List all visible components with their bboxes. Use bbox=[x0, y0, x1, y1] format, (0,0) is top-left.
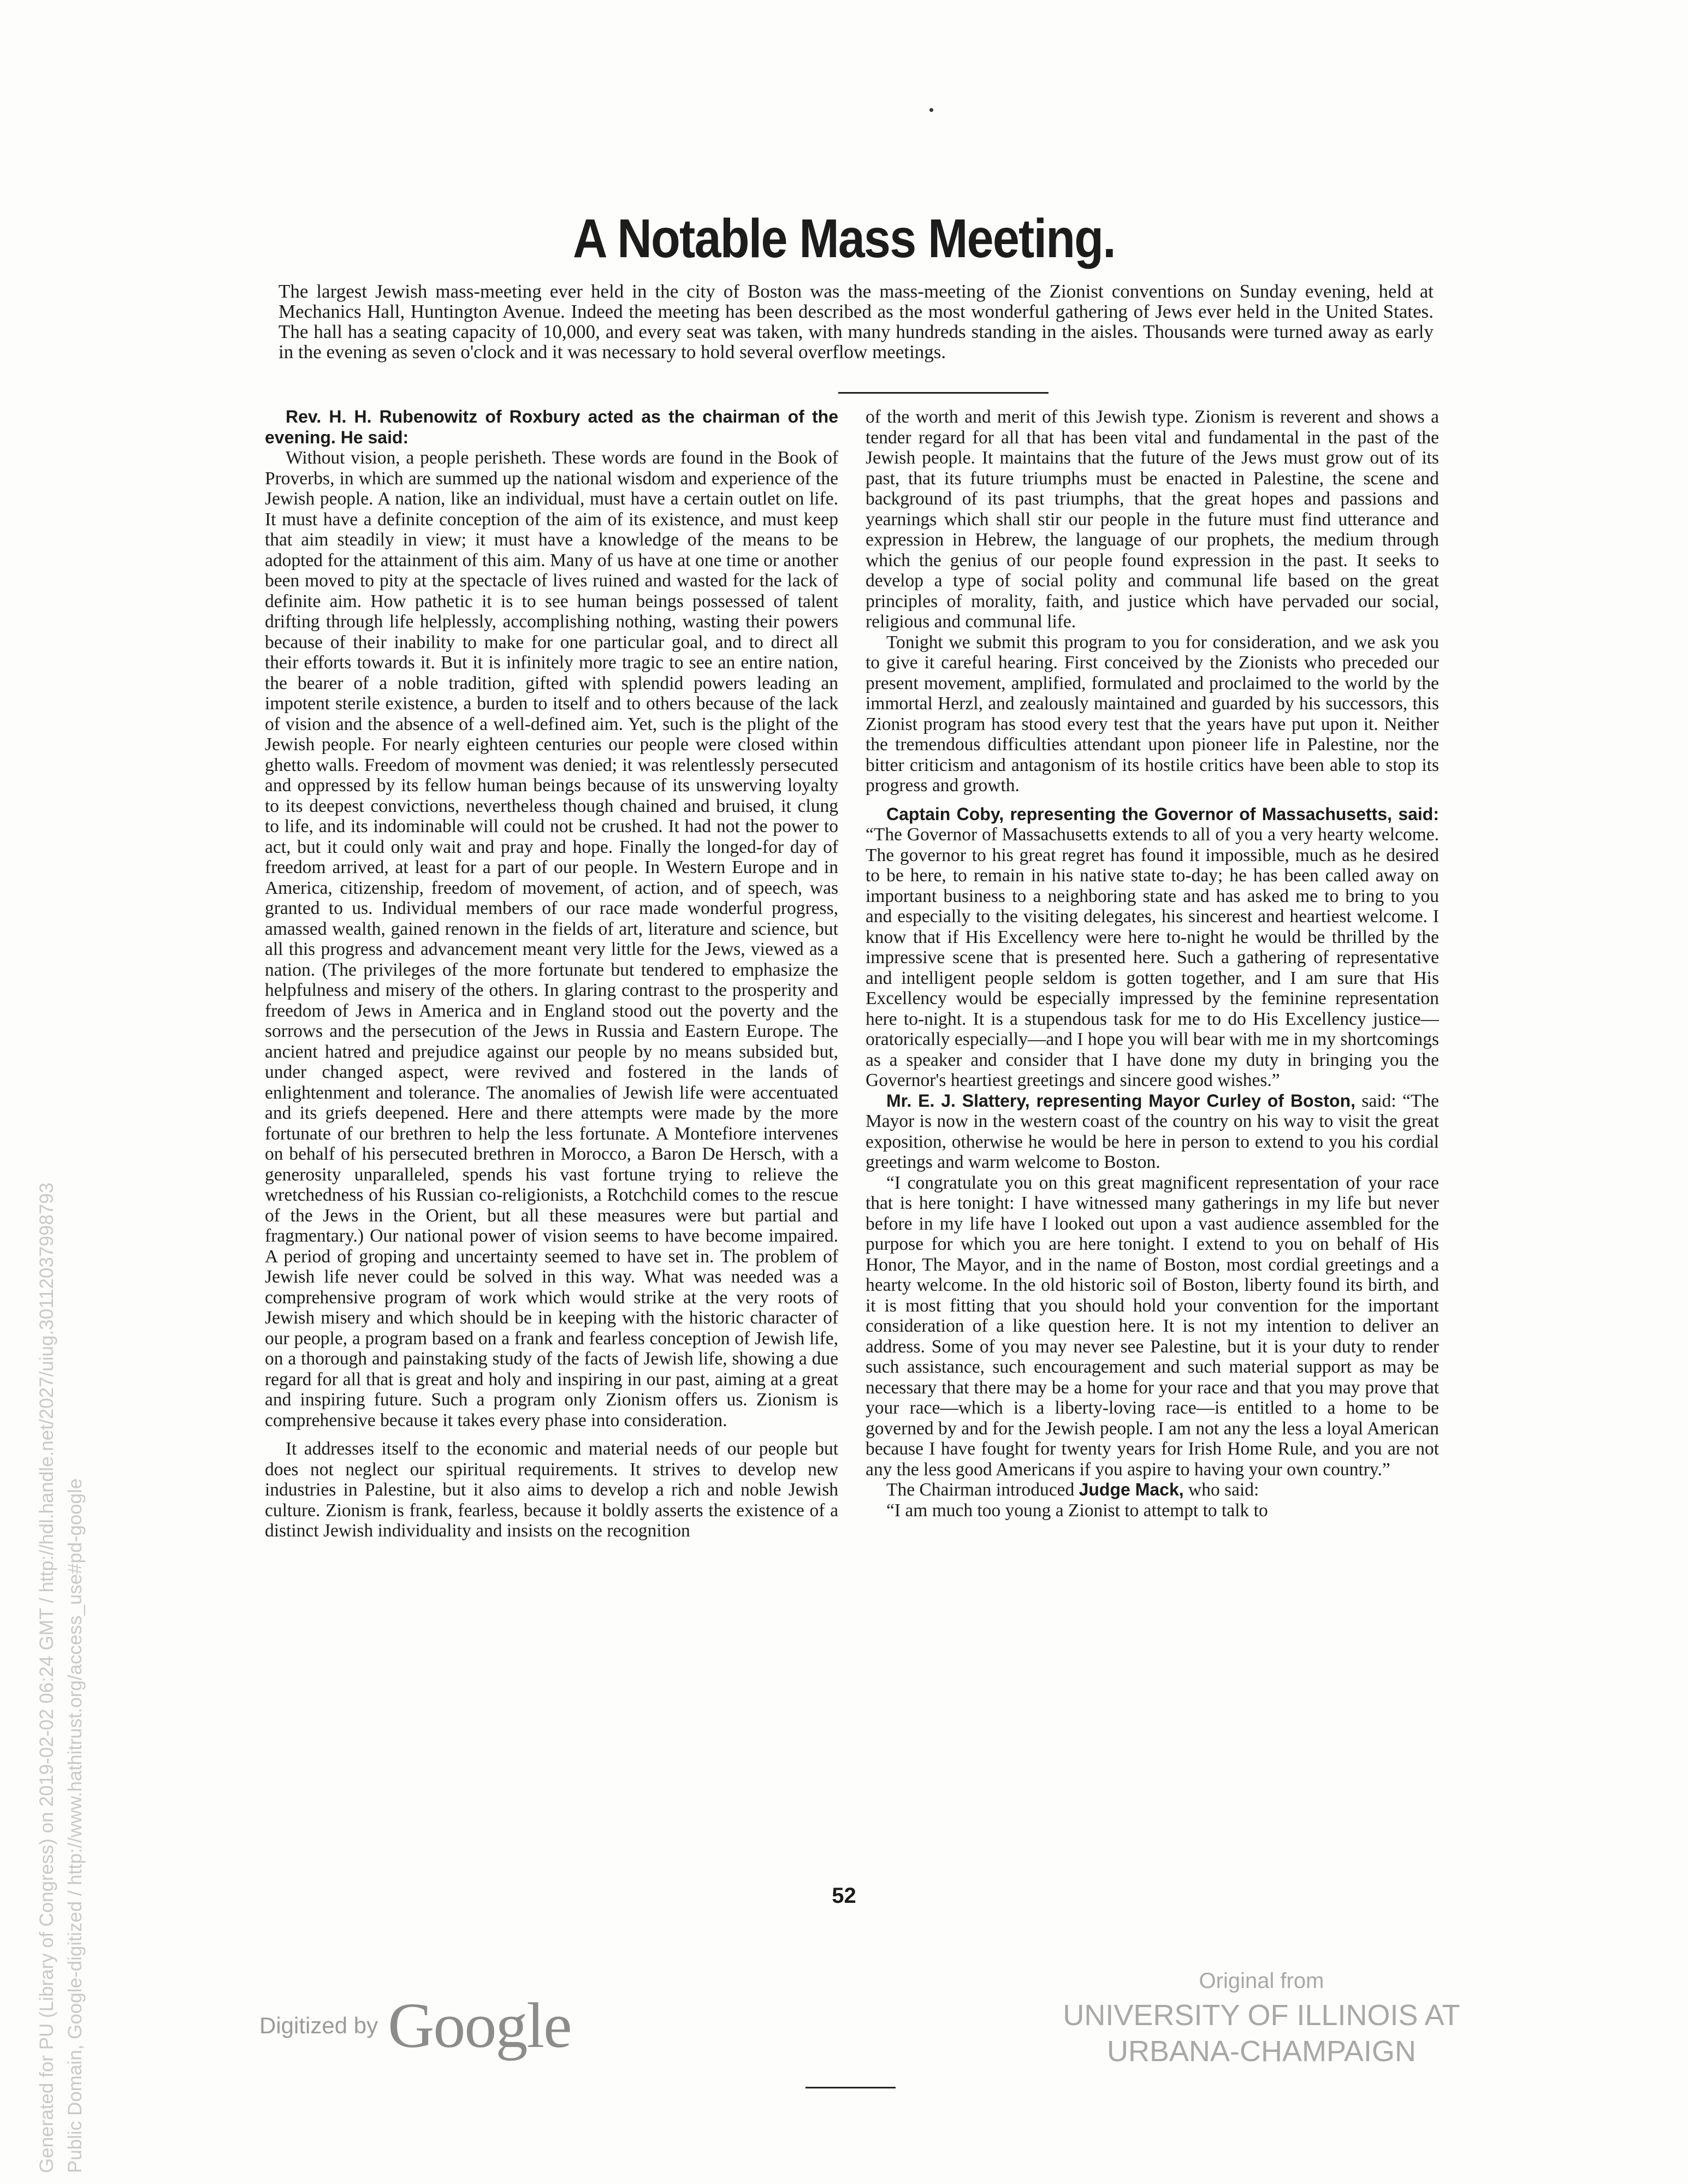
chairman-speech-paragraph-3: of the worth and merit of this Jewish type. Zionism is reverent and shows a tender regard for all that has been vital and fundamental in the past of the Jewish people. It maintains that the future of the Jews must grow out of its past, that its future triumphs must be enacted in Palestine, the scene and background of its past triumphs, that the great hopes and passions and yearnings which shall stir our people in the future must find utterance and expression in Hebrew, the language of our prophets, the medium through which the genius of our people found expression in the past. It seeks to develop a type of social polity and communal life based on the great principles of morality, faith, and justice which have pervaded our social, religious and communal life. bbox=[866, 407, 1439, 632]
slattery-paragraph bbox=[866, 1091, 1439, 1173]
slattery-speech-paragraph-2: “I congratulate you on this great magnificent representation of your race that is here tonight: I have witnessed many gatherings in my life but never before in my life have I looked out upon a vast audience assembled for the purpose for which you are here tonight. I extend to you on behalf of His Honor, The Mayor, and in the name of Boston, most cordial greetings and a hearty welcome. In the old historic soil of Boston, liberty found its birth, and it is most fitting that you should hold your convention for the important consideration of a like question here. It is not my intention to deliver an address. Some of you may never see Palestine, but it is your duty to render such assistance, such encouragement and such material support as may be necessary that there may be a home for your race and that you may prove that your race—which is a liberty-loving race—is entitled to a home to be governed by and for the Jewish people. I am not any the less a loyal American because I have fought for twenty years for Irish Home Rule, and you are not any the less good Americans if you aspire to having your own country.” bbox=[866, 1172, 1439, 1480]
university-line-1: UNIVERSITY OF ILLINOIS AT bbox=[1063, 1999, 1460, 2032]
chairman-speech-paragraph-4: Tonight we submit this program to you for consideration, and we ask you to give it careful hearing. First conceived by the Zionists who preceded our present movement, amplified, formulated and proclaimed to the world by the immortal Herzl, and zealously maintained and guarded by his successors, this Zionist program has stood every test that the years have put upon it. Neither the tremendous difficulties attendant upon pioneer life in Palestine, nor the bitter criticism and antagonism of its hostile critics have been able to stop its progress and growth. bbox=[866, 632, 1439, 796]
original-from-block bbox=[1054, 1965, 1469, 2069]
who-said-text: who said: bbox=[1188, 1480, 1259, 1500]
chairman-intro bbox=[265, 407, 838, 448]
hathitrust-watermark bbox=[33, 1183, 90, 2173]
original-from-label: Original from bbox=[1199, 1969, 1324, 1993]
chairman-speech-paragraph-1: Without vision, a people perisheth. These words are found in the Book of Proverbs, in which are summed up the national wisdom and experience of the Jewish people. A nation, like an individual, must have a certain outlet on life. It must have a definite conception of the aim of its existence, and must keep that aim steadily in view; it must have a knowledge of the means to be adopted for the attainment of this aim. Many of us have at one time or another been moved to pity at the spectacle of lives ruined and wasted for the lack of definite aim. How pathetic it is to see human beings possessed of talent drifting through life helplessly, accomplishing nothing, wasting their powers because of their inability to make for one particular goal, and to direct all their efforts towards it. But it is infinitely more tragic to see an entire nation, the bearer of a noble tradition, gifted with splendid powers leading an impotent sterile existence, a burden to itself and to others because of the lack of vision and the absence of a well-defined aim. Yet, such is the plight of the Jewish people. For nearly eighteen centuries our people were closed within ghetto walls. Freedom of movment was denied; it was relentlessly persecuted and oppressed by its fellow human beings because of its unswerving loyalty to its deepest convictions, nevertheless though chained and bruised, it clung to life, and its indominable will could not be crushed. It had not the power to act, but it could only wait and pray and hope. Finally the longed-for day of freedom arrived, at least for a part of our people. In Western Europe and in America, citizenship, freedom of movement, of action, and of speech, was granted to us. Individual members of our race made wonderful progress, amassed wealth, gained renown in the fields of art, literature and science, but all this progress and advancement meant very little for the Jews, viewed as a nation. (The privileges of the more fortunate but tendered to emphasize the helpfulness and misery of the others. In glaring contrast to the prosperity and freedom of Jews in America and in England stood out the poverty and the sorrows and the persecution of the Jews in Russia and Eastern Europe. The ancient hatred and prejudice against our people by no means subsided but, under changed aspect, were revived and fostered in the lands of enlightenment and tolerance. The anomalies of Jewish life were accentuated and its griefs deepened. Here and there attempts were made by the more fortunate of our brethren to help the less fortunate. A Montefiore intervenes on behalf of his persecuted brethren in Morocco, a Baron De Hersch, with a generosity unparalleled, spends his vast fortune trying to relieve the wretchedness of his Russian co-religionists, a Rotchchild comes to the rescue of the Jews in the Orient, but all these measures were but partial and fragmentary.) Our national power of vision seems to have become impaired. A period of groping and uncertainty seemed to have set in. The problem of Jewish life never could be solved in this way. What was needed was a comprehensive program of work which would strike at the very roots of Jewish misery and which should be in keeping with the historic character of our people, a program based on a frank and fearless conception of Jewish life, on a thorough and painstaking study of the facts of Jewish life, showing a due regard for all that is great and holy and inspiring in our past, aiming at a great and inspiring future. Such a program only Zionism offers us. Zionism is comprehensive because it takes every phase into consideration. bbox=[265, 448, 838, 1431]
coby-speaker-line: Captain Coby, representing the Governor of Massachusetts, said: bbox=[886, 804, 1439, 824]
judge-mack-intro bbox=[866, 1480, 1439, 1500]
judge-mack-speech: “I am much too young a Zionist to attempt to talk to bbox=[886, 1500, 1268, 1521]
digitized-by-google bbox=[259, 1987, 571, 2064]
university-line-2: URBANA-CHAMPAIGN bbox=[1106, 2035, 1417, 2068]
divider-rule-bottom bbox=[805, 2087, 896, 2088]
chairman-speech-paragraph-2: It addresses itself to the economic and material needs of our people but does not neglect our spiritual requirements. It strives to develop new industries in Palestine, but it also aims to develop a rich and noble Jewish culture. Zionism is frank, fearless, because it boldly asserts the existence of a distinct Jewish individuality and insists on the recognition bbox=[265, 1439, 838, 1541]
coby-paragraph bbox=[866, 804, 1439, 1091]
slattery-speech: said: “The Mayor is now in the western coast of the country on his way to visit the great exposition, otherwise he would be here in person to extend to you his cordial greetings and warm welcome to Boston. bbox=[866, 1090, 1440, 1172]
google-logo: Google bbox=[388, 1990, 571, 2061]
judge-mack-name: Judge Mack, bbox=[1079, 1480, 1184, 1499]
right-column bbox=[866, 407, 1439, 1521]
left-column bbox=[265, 407, 838, 1541]
slattery-speaker-line: Mr. E. J. Slattery, representing Mayor Curley of Boston, bbox=[886, 1090, 1356, 1111]
chairman-introduced-text: The Chairman introduced bbox=[886, 1480, 1075, 1500]
speck-dot bbox=[929, 108, 933, 112]
watermark-line-2: Public Domain, Google-digitized / http://www.hathitrust.org/access_use#pd-google bbox=[64, 1478, 86, 2173]
divider-rule-top bbox=[838, 392, 1049, 394]
page-number: 52 bbox=[832, 1884, 856, 1908]
digitized-by-label: Digitized by bbox=[259, 2013, 378, 2038]
chairman-speaker-line: Rev. H. H. Rubenowitz of Roxbury acted as the chairman of the evening. He said: bbox=[265, 407, 838, 447]
watermark-line-1: Generated for PU (Library of Congress) on 2019-02-02 06:24 GMT / http://hdl.handle.net/2027/uiug.30112037998793 bbox=[36, 1182, 57, 2173]
coby-speech: “The Governor of Massachusetts extends to all of you a very hearty welcome. The governor to his great regret has found it impossible, much as he desired to be here, to remain in his native state to-day; he has been called away on important business to a neighboring state and has asked me to bring to you and especially to the visiting delegates, his sincerest and heartiest welcome. I know that if His Excellency were here to-night he would be thrilled by the impressive scene that is presented here. Such a gathering of representative and intelligent people seldom is gotten together, and I am sure that His Excellency would be especially impressed by the feminine representation here to-night. It is a stupendous task for me to do His Excellency justice—oratorically especially—and I hope you will bear with me in my shortcomings as a speaker and consider that I have done my duty in bringing you the Governor's heartiest greetings and sincere good wishes.” bbox=[866, 824, 1439, 1090]
intro-paragraph: The largest Jewish mass-meeting ever held in the city of Boston was the mass-meeting of the Zionist conventions on Sunday evening, held at Mechanics Hall, Huntington Avenue. Indeed the meeting has been described as the most wonderful gathering of Jews ever held in the United States. The hall has a seating capacity of 10,000, and every seat was taken, with many hundreds standing in the aisles. Thousands were turned away as early in the evening as seven o'clock and it was necessary to hold several overflow meetings. bbox=[279, 281, 1434, 363]
article-title: A Notable Mass Meeting. bbox=[573, 208, 1115, 269]
